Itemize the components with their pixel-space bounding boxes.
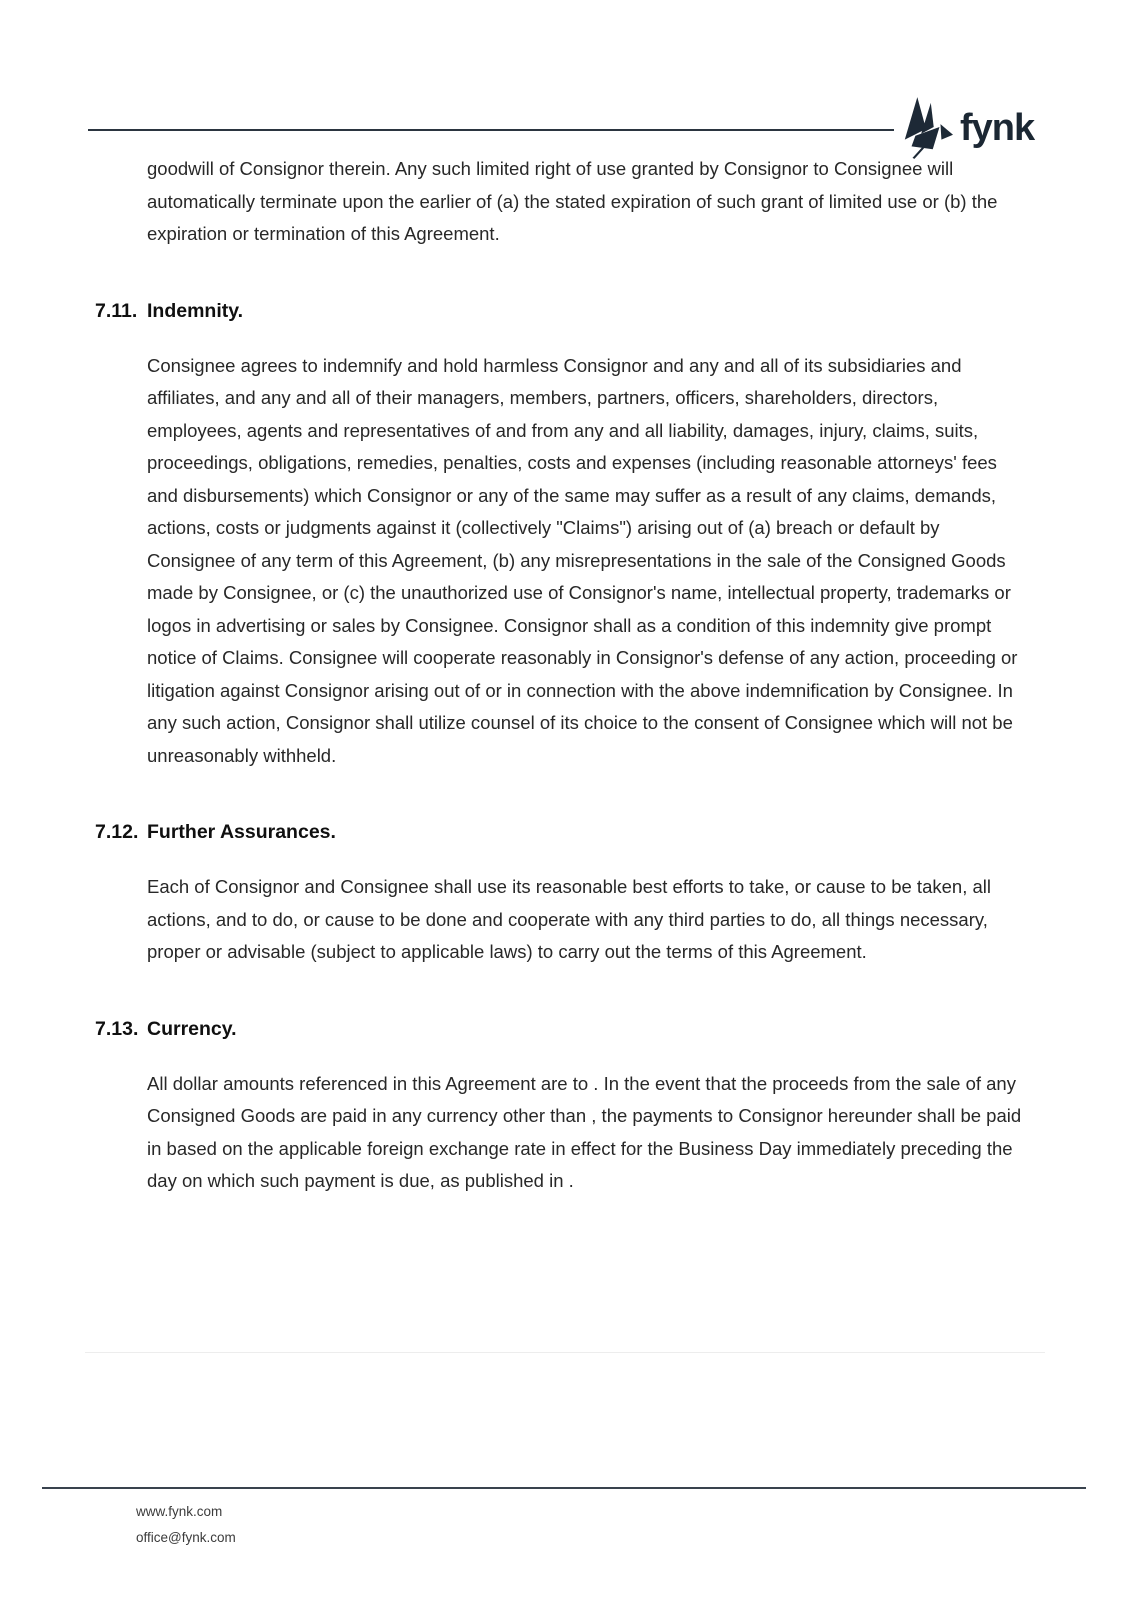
footer	[136, 1499, 236, 1551]
contract-body	[95, 153, 1023, 1198]
section-paragraph: Consignee agrees to indemnify and hold harmless Consignor and any and all of its subsidiaries and affiliates, and any and all of their managers, members, partners, officers, shareholders, directors, employees, agents and representatives of and from any and all liability, damages, injury, claims, suits, proceedings, obligations, remedies, penalties, costs and expenses (including reasonable attorneys' fees and disbursements) which Consignor or any of the same may suffer as a result of any claims, demands, actions, costs or judgments against it (collectively "Claims") arising out of (a) breach or default by Consignee of any term of this Agreement, (b) any misrepresentations in the sale of the Consigned Goods made by Consignee, or (c) the unauthorized use of Consignor's name, intellectual property, trademarks or logos in advertising or sales by Consignee. Consignor shall as a condition of this indemnity give prompt notice of Claims. Consignee will cooperate reasonably in Consignor's defense of any action, proceeding or litigation against Consignor arising out of or in connection with the above indemnification by Consignee. In any such action, Consignor shall utilize counsel of its choice to the consent of Consignee which will not be unreasonably withheld.	[147, 354, 1018, 766]
section-heading	[95, 1016, 1023, 1042]
paragraph-continuation: goodwill of Consignor therein. Any such limited right of use granted by Consignor to Consignee will automatically terminate upon the earlier of (a) the stated expiration of such grant of limited use or (b) the expiration or termination of this Agreement.	[147, 158, 998, 244]
section-title: Indemnity.	[147, 299, 244, 322]
section-number: 7.11.	[95, 299, 138, 322]
logo-wordmark: fynk	[960, 107, 1035, 149]
section-title: Further Assurances.	[147, 821, 336, 843]
fynk-logo	[899, 96, 1034, 160]
section-7-11	[95, 298, 1023, 773]
section-7-13	[95, 1016, 1023, 1198]
section-paragraph: All dollar amounts referenced in this Agreement are to . In the event that the proceeds from the sale of any Consigned Goods are paid in any currency other than , the payments to Consignor hereunder shall be paid in based on the applicable foreign exchange rate in effect for the Business Day immediately preceding the day on which such payment is due, as published in .	[147, 1072, 1022, 1191]
section-heading	[95, 819, 1023, 845]
header-rule	[88, 129, 894, 131]
section-paragraph: Each of Consignor and Consignee shall use its reasonable best efforts to take, or cause to be taken, all actions, and to do, or cause to be done and cooperate with any third parties to do, all things necessary, proper or advisable (subject to applicable laws) to carry out the terms of this Agreement.	[147, 876, 991, 962]
footer-email: office@fynk.com	[136, 1530, 236, 1545]
section-heading	[95, 298, 1023, 324]
footer-website: www.fynk.com	[136, 1504, 223, 1519]
section-number: 7.13.	[95, 1017, 139, 1040]
origami-crane-icon	[899, 96, 953, 160]
section-number: 7.12.	[95, 821, 139, 843]
content-divider	[85, 1352, 1045, 1353]
section-title: Currency.	[147, 1017, 237, 1040]
section-7-12	[95, 819, 1023, 969]
footer-rule	[42, 1487, 1086, 1489]
